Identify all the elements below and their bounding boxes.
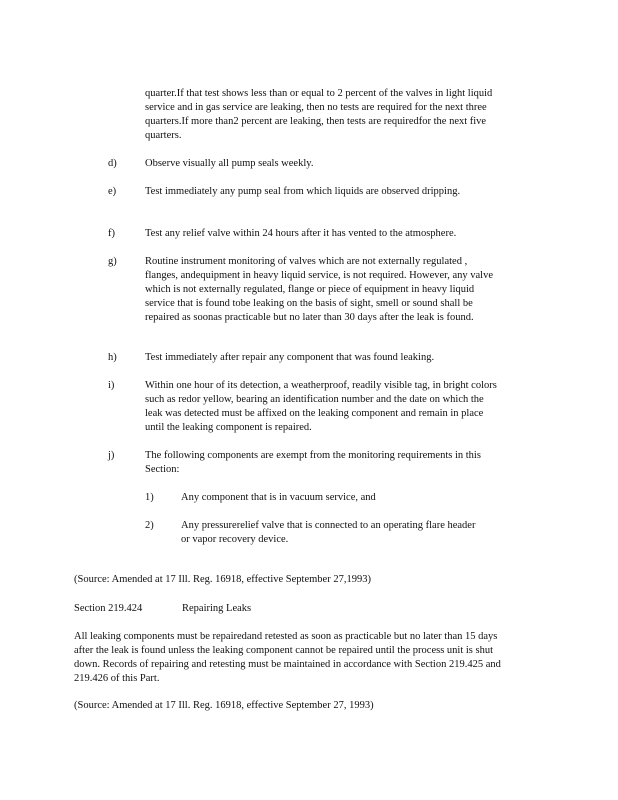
item-text: Within one hour of its detection, a weatherproof, readily visible tag, in bright colors such as redor yellow, bearing an identification number and the date on which the leak was detected must be affixed on the leaking component and remain in place until the leaking component is repaired. xyxy=(145,380,497,433)
section-heading xyxy=(74,602,504,616)
sub-item-text: Any pressurerelief valve that is connected to an operating flare header or vapor recovery device. xyxy=(181,520,476,545)
item-text: Test immediately after repair any component that was found leaking. xyxy=(145,352,435,363)
sub-item-text: Any component that is in vacuum service, and xyxy=(181,492,376,503)
item-label: d) xyxy=(108,158,117,169)
continuation-paragraph: quarter.If that test shows less than or equal to 2 percent of the valves in light liquid service and in gas service are leaking, then no tests are required for the next three quarters.If more than2 percent are leaking, then tests are requiredfor the next five quarters. xyxy=(145,88,493,141)
section-number: Section 219.424 xyxy=(74,603,143,614)
item-label: g) xyxy=(108,256,117,267)
section-title: Repairing Leaks xyxy=(182,603,252,614)
sub-item-label: 2) xyxy=(145,520,154,531)
item-text: Test immediately any pump seal from which liquids are observed dripping. xyxy=(145,186,461,197)
item-label: i) xyxy=(108,380,115,391)
item-label: e) xyxy=(108,186,117,197)
item-label: j) xyxy=(108,450,115,461)
item-text: The following components are exempt from the monitoring requirements in this Section: xyxy=(145,450,481,475)
section-paragraph: All leaking components must be repairedand retested as soon as practicable but no later than 15 days after the leak is found unless the leaking component cannot be repaired until the process unit is shut down. Records of repairing and retesting must be maintained in accordance with Section 219.425 and 219.426 of this Part. xyxy=(74,631,501,684)
source-note-2: (Source: Amended at 17 Ill. Reg. 16918, effective September 27, 1993) xyxy=(74,700,374,711)
sub-item-label: 1) xyxy=(145,492,154,503)
item-text: Test any relief valve within 24 hours after it has vented to the atmosphere. xyxy=(145,228,457,239)
source-note: (Source: Amended at 17 Ill. Reg. 16918, effective September 27,1993) xyxy=(74,574,371,585)
item-label: h) xyxy=(108,352,117,363)
item-text: Observe visually all pump seals weekly. xyxy=(145,158,314,169)
item-label: f) xyxy=(108,228,115,239)
item-text: Routine instrument monitoring of valves which are not externally regulated , flanges, andequipment in heavy liquid service, is not required. However, any valve which is not externally regulated, flange or piece of equipment in heavy liquid service that is found tobe leaking on the basis of sight, smell or sound shall be repaired as soonas practicable but no later than 30 days after the leak is found. xyxy=(145,256,494,323)
